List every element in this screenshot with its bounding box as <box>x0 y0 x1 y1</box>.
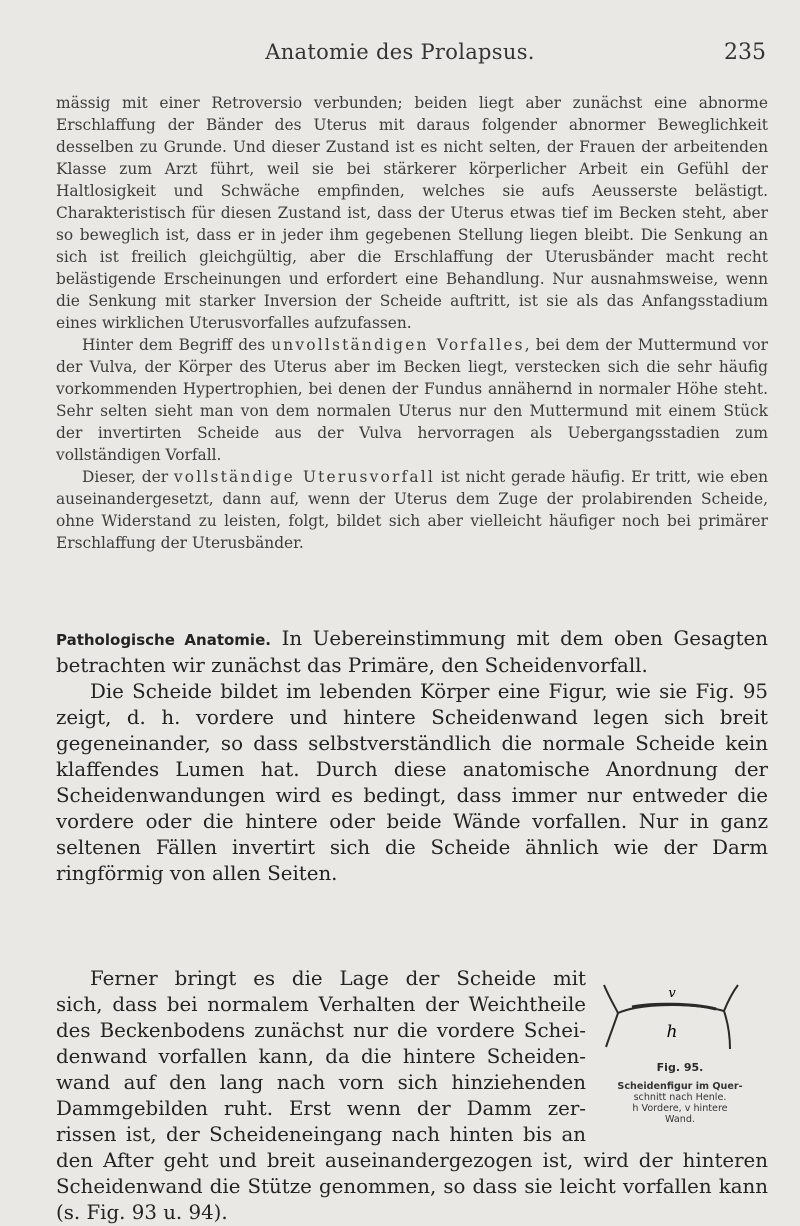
figure-95 <box>592 977 768 1177</box>
text-run: , bei dem der Muttermund vor der Vulva, der Körper des Uterus aber im Becken liegt, verstecken sich die sehr häufig vorkommenden Hypertrophien, bei denen der Fundus annähernd in normaler Höhe steht. Sehr selten sieht man von dem normalen Uterus nur den Muttermund mit einem Stück der invertirten Scheide aus der Vulva hervorragen als Uebergangsstadien zum vollständigen Vorfall. <box>56 336 768 464</box>
vagina-cross-section-diagram <box>592 977 768 1057</box>
paragraph-lage-der-scheide-lines <box>56 966 586 1148</box>
figure-caption <box>592 1081 768 1125</box>
paragraph-lage-der-scheide-tail: den After geht und breit auseinandergezogen ist, wird der hinteren Scheidenwand die Stütze genommen, so dass sie leicht vorfallen kann (s. Fig. 93 u. 94). <box>56 1149 768 1224</box>
line: rissen ist, der Scheideneingang nach hinten bis an <box>56 1123 586 1146</box>
text-run: In Uebereinstimmung mit dem oben Gesagten betrachten wir zunächst das Primäre, den Scheidenvorfall. <box>56 627 768 677</box>
page-number: 235 <box>724 40 766 65</box>
caption-line: Scheidenfigur im Quer- <box>617 1081 743 1092</box>
line: Ferner bringt es die Lage der Scheide mit <box>90 967 586 990</box>
spaced-term: vollständige Uterusvorfall <box>173 468 436 486</box>
text-run: Dieser, der <box>82 468 174 486</box>
paragraph-scheidenfigur: Die Scheide bildet im lebenden Körper eine Figur, wie sie Fig. 95 zeigt, d. h. vordere und hintere Scheidenwand legen sich breit gegeneinander, so dass selbstverständlich die normale Scheide kein klaffendes Lumen hat. Durch diese anatomische Anordnung der Scheidenwandungen wird es bedingt, dass immer nur entweder die vordere oder die hintere oder beide Wände vorfallen. Nur in ganz seltenen Fällen invertirt sich die Scheide ähnlich wie der Darm ringförmig von allen Seiten. <box>56 680 768 885</box>
section-label: Pathologische Anatomie. <box>56 631 271 649</box>
text-run: ist nicht gerade häufig. Er tritt, wie eben auseinandergesetzt, dann auf, wenn der Uterus dem Zuge der prolabirenden Scheide, ohne Widerstand zu leisten, folgt, bildet sich aber vielleicht häufiger noch bei primärer Erschlaffung der Uterusbänder. <box>56 468 768 552</box>
line: denwand vorfallen kann, da die hintere Scheiden- <box>56 1045 586 1068</box>
figure-number: Fig. 95. <box>656 1061 704 1074</box>
text-run: Hinter dem Begriff des <box>82 336 272 354</box>
caption-line: h Vordere, v hintere <box>632 1103 728 1114</box>
line: sich, dass bei normalem Verhalten der Weichtheile <box>56 993 586 1016</box>
line: Dammgebilden ruht. Erst wenn der Damm zer- <box>56 1097 586 1120</box>
paragraph-retroversio: mässig mit einer Retroversio verbunden; beiden liegt aber zunächst eine abnorme Erschlaffung der Bänder des Uterus mit daraus folgender abnormer Beweglichkeit desselben zu Grunde. Und dieser Zustand ist es nicht selten, der Frauen der arbeitenden Klasse zum Arzt führt, weil sie bei stärkerer körperlicher Arbeit ein Gefühl der Haltlosigkeit und Schwäche empfinden, welches sie aufs Aeusserste belästigt. Charakteristisch für diesen Zustand ist, dass der Uterus etwas tief im Becken steht, aber so beweglich ist, dass er in jeder ihm gegebenen Stellung liegen bleibt. Die Senkung an sich ist freilich gleichgültig, aber die Erschlaffung der Uterusbänder macht recht belästigende Erscheinungen und erfordert eine Behandlung. Nur ausnahmsweise, wenn die Senkung mit starker Inversion der Scheide auftritt, ist sie als das Anfangsstadium eines wirklichen Uterusvorfalles aufzufassen. <box>56 94 768 332</box>
right-wall-line <box>724 1011 730 1049</box>
line: wand auf den lang nach vorn sich hinziehenden <box>56 1071 586 1094</box>
left-wall-line <box>606 1013 618 1047</box>
line: des Beckenbodens zunächst nur die vordere Schei- <box>56 1019 586 1042</box>
paragraph-pathologische-anatomie <box>56 626 768 679</box>
paragraph-incomplete-prolapse <box>56 334 768 466</box>
large-print-block <box>56 626 768 887</box>
small-print-block <box>56 92 768 554</box>
paragraph-complete-prolapse <box>56 466 768 554</box>
posterior-wall-line <box>632 1004 716 1009</box>
label-h: h <box>666 1022 678 1042</box>
spaced-term: unvollständigen Vorfalles <box>271 336 525 354</box>
caption-line: Wand. <box>665 1114 695 1125</box>
label-v: v <box>668 986 676 1001</box>
caption-line: schnitt nach Henle. <box>633 1092 727 1103</box>
page-header <box>0 40 800 80</box>
running-title: Anatomie des Prolapsus. <box>265 40 535 64</box>
